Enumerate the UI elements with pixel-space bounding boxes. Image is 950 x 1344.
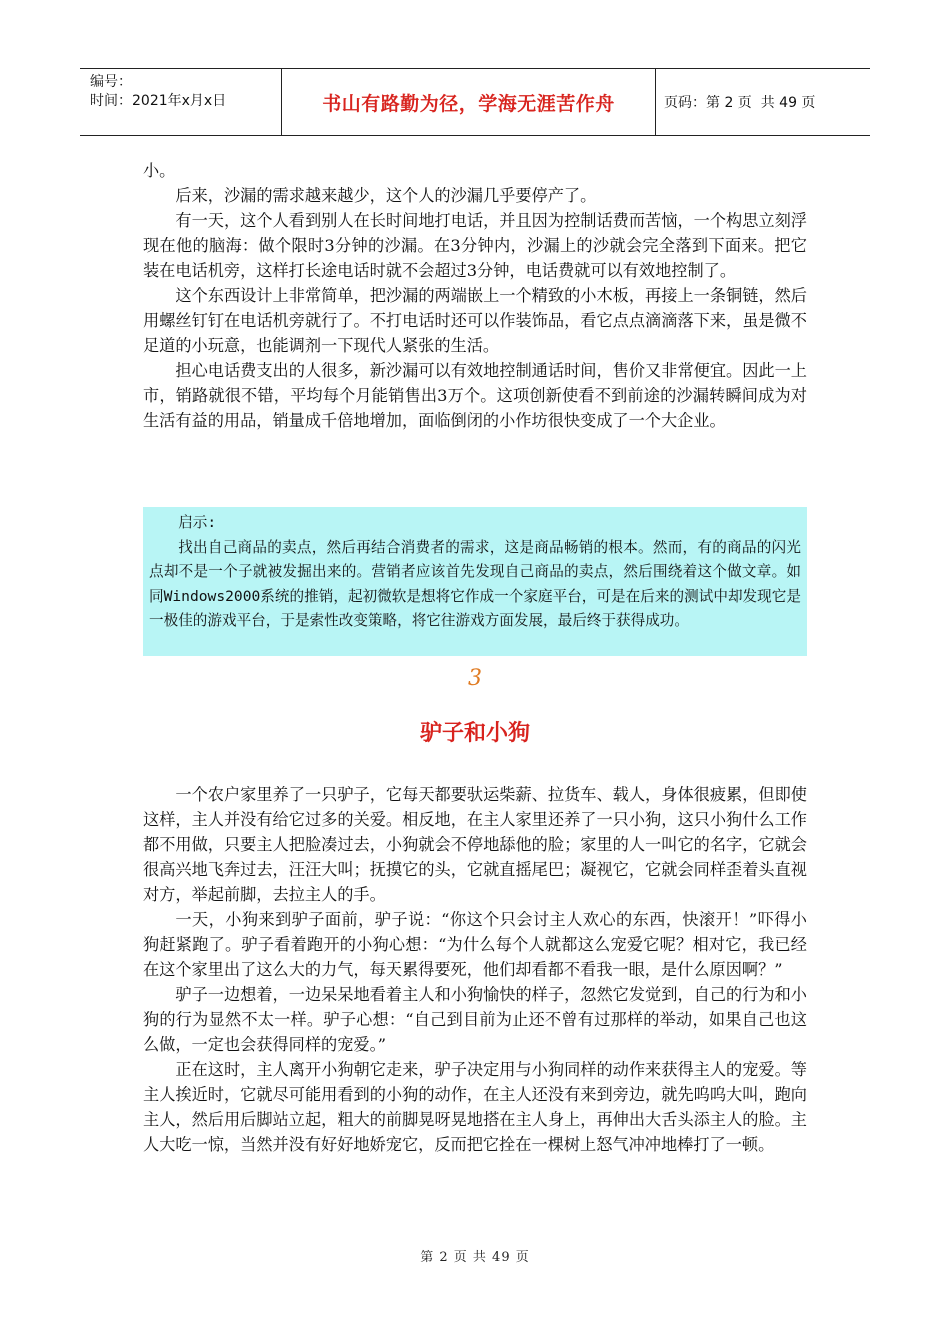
story2-text (143, 782, 807, 1157)
paragraph: 一个农户家里养了一只驴子，它每天都要驮运柴薪、拉货车、载人，身体很疲累，但即使这样，主人并没有给它过多的关爱。相反地，在主人家里还养了一只小狗，这只小狗什么工作都不用做，只要主人把脸凑过去，小狗就会不停地舔他的脸；家里的人一叫它的名字，它就会很高兴地飞奔过去，汪汪大叫；抚摸它的头，它就直摇尾巴；凝视它，它就会同样歪着头直视对方，举起前脚，去拉主人的手。 (143, 785, 807, 904)
insight-label: 启示: (178, 514, 217, 531)
serial-label: 编号： (90, 74, 132, 90)
paragraph: 有一天，这个人看到别人在长时间地打电话，并且因为控制话费而苦恼，一个构思立刻浮现在他的脑海：做个限时3分钟的沙漏。在3分钟内，沙漏上的沙就会完全落到下面来。把它装在电话机旁，这样打长途电话时就不会超过3分钟，电话费就可以有效地控制了。 (143, 211, 807, 280)
insight-text: 找出自己商品的卖点，然后再结合消费者的需求，这是商品畅销的根本。然而，有的商品的闪光点却不是一个子就被发掘出来的。营销者应该首先发现自己商品的卖点，然后围绕着这个做文章。如同Windows2000系统的推销，起初微软是想将它作成一个家庭平台，可是在后来的测试中却发现它是一极佳的游戏平台，于是索性改变策略，将它往游戏方面发展，最后终于获得成功。 (149, 538, 801, 629)
page-header (80, 68, 870, 136)
chapter-title: 驴子和小狗 (419, 721, 530, 746)
page-footer: 第 2 页 共 49 页 (420, 1250, 530, 1265)
story1-text (143, 158, 807, 433)
paragraph: 小。 (143, 161, 176, 180)
paragraph: 后来，沙漏的需求越来越少，这个人的沙漏几乎要停产了。 (175, 186, 597, 205)
paragraph: 担心电话费支出的人很多，新沙漏可以有效地控制通话时间，售价又非常便宜。因此一上市，销路就很不错，平均每个月能销售出3万个。这项创新使看不到前途的沙漏转瞬间成为对生活有益的用品，销量成千倍地增加，面临倒闭的小作坊很快变成了一个大企业。 (143, 361, 807, 430)
header-page-info: 页码：第 2 页 共 49 页 (664, 95, 816, 111)
date-label: 时间：2021年x月x日 (90, 93, 227, 109)
chapter-number: 3 (468, 666, 482, 691)
paragraph: 这个东西设计上非常简单，把沙漏的两端嵌上一个精致的小木板，再接上一条铜链，然后用螺丝钉钉在电话机旁就行了。不打电话时还可以作装饰品，看它点点滴滴落下来，虽是微不足道的小玩意，也能调剂一下现代人紧张的生活。 (143, 286, 807, 355)
paragraph: 正在这时，主人离开小狗朝它走来，驴子决定用与小狗同样的动作来获得主人的宠爱。等主人挨近时，它就尽可能用看到的小狗的动作，在主人还没有来到旁边，就先呜呜大叫，跑向主人，然后用后脚站立起，粗大的前脚晃呀晃地搭在主人身上，再伸出大舌头添主人的脸。主人大吃一惊，当然并没有好好地娇宠它，反而把它拴在一棵树上怒气冲冲地棒打了一顿。 (143, 1060, 807, 1154)
header-meta (80, 69, 282, 135)
header-motto: 书山有路勤为径，学海无涯苦作舟 (282, 69, 656, 135)
paragraph: 一天，小狗来到驴子面前，驴子说：“你这个只会讨主人欢心的东西，快滚开！”吓得小狗赶紧跑了。驴子看着跑开的小狗心想：“为什么每个人就都这么宠爱它呢？相对它，我已经在这个家里出了这么大的力气，每天累得要死，他们却看都不看我一眼，是什么原因啊？” (143, 910, 807, 979)
paragraph: 驴子一边想着，一边呆呆地看着主人和小狗愉快的样子，忽然它发觉到，自己的行为和小狗的行为显然不太一样。驴子心想：“自己到目前为止还不曾有过那样的举动，如果自己也这么做，一定也会获得同样的宠爱。” (143, 985, 807, 1054)
insight-box (143, 507, 807, 656)
